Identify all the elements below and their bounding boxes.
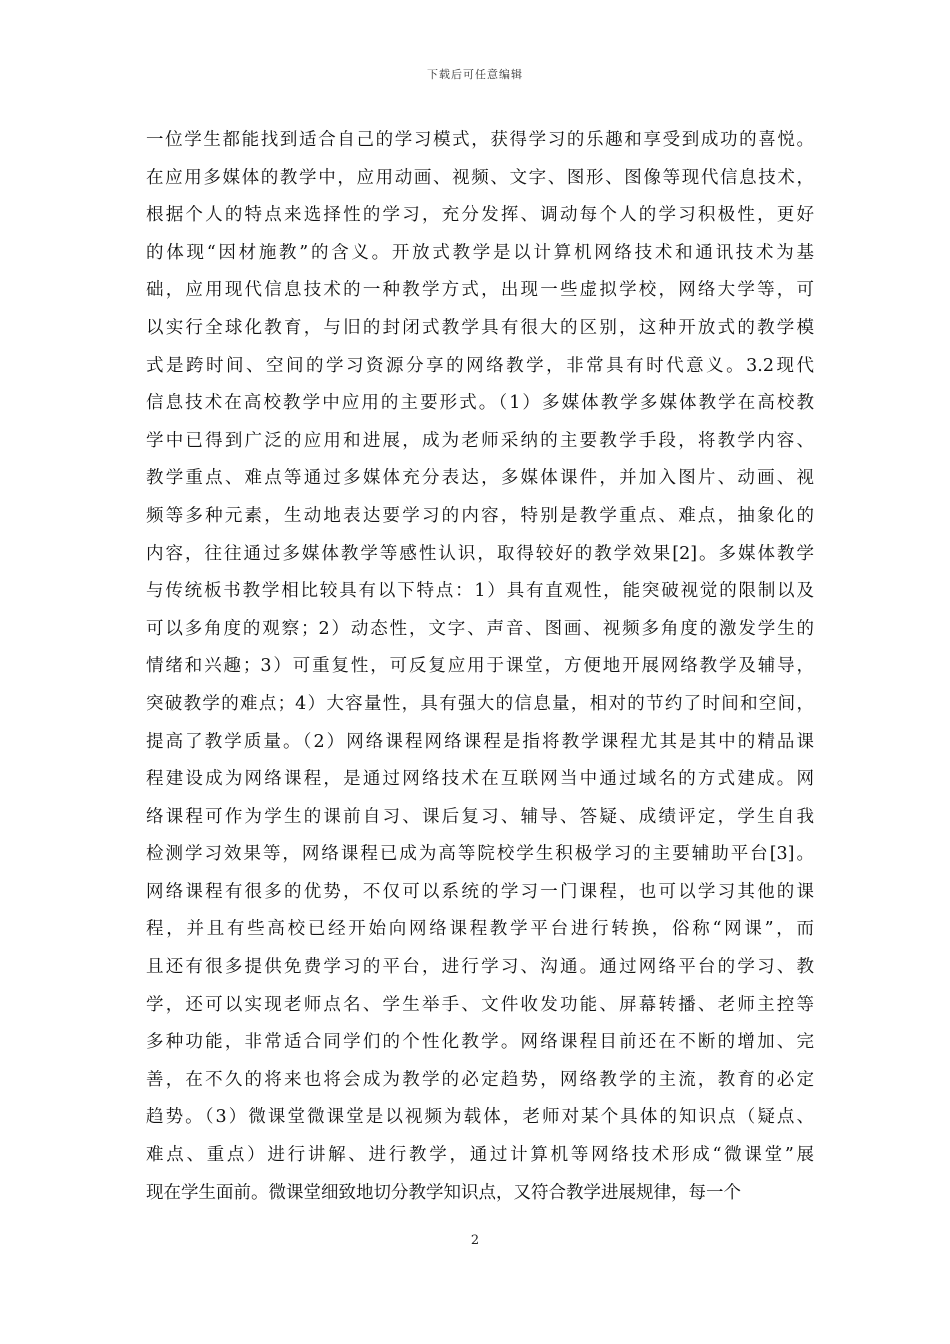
text-line: 难点、重点）进行讲解、进行教学，通过计算机等网络技术形成“微课堂”展 xyxy=(146,1145,814,1166)
page-header: 下载后可任意编辑 xyxy=(427,68,523,81)
text-line: 可以多角度的观察；2）动态性，文字、声音、图画、视频多角度的激发学生的 xyxy=(146,618,814,639)
text-line: 一位学生都能找到适合自己的学习模式，获得学习的乐趣和享受到成功的喜悦。 xyxy=(146,130,814,150)
text-line: 根据个人的特点来选择性的学习，充分发挥、调动每个人的学习积极性，更好 xyxy=(146,205,814,226)
text-line: 内容，往往通过多媒体教学等感性认识，取得较好的教学效果[2]。多媒体教学 xyxy=(146,543,814,564)
text-line: 现在学生面前。微课堂细致地切分教学知识点，又符合教学进展规律，每一个 xyxy=(146,1182,741,1203)
text-line: 教学重点、难点等通过多媒体充分表达，多媒体课件，并加入图片、动画、视 xyxy=(146,468,814,489)
text-line: 的体现“因材施教”的含义。开放式教学是以计算机网络技术和通讯技术为基 xyxy=(146,242,814,263)
text-line: 以实行全球化教育，与旧的封闭式教学具有很大的区别，这种开放式的教学模 xyxy=(146,317,814,338)
text-line: 检测学习效果等，网络课程已成为高等院校学生积极学习的主要辅助平台[3]。 xyxy=(146,844,814,865)
text-line: 络课程可作为学生的课前自习、课后复习、辅导、答疑、成绩评定，学生自我 xyxy=(146,806,814,827)
text-line: 趋势。（3）微课堂微课堂是以视频为载体，老师对某个具体的知识点（疑点、 xyxy=(146,1107,814,1128)
text-line: 式是跨时间、空间的学习资源分享的网络教学，非常具有时代意义。3.2现代 xyxy=(146,355,814,376)
text-line: 网络课程有很多的优势，不仅可以系统的学习一门课程，也可以学习其他的课 xyxy=(146,881,814,902)
text-line: 信息技术在高校教学中应用的主要形式。（1）多媒体教学多媒体教学在高校教 xyxy=(146,393,814,414)
text-line: 突破教学的难点；4）大容量性，具有强大的信息量，相对的节约了时间和空间， xyxy=(146,693,814,714)
text-line: 学中已得到广泛的应用和进展，成为老师采纳的主要教学手段，将教学内容、 xyxy=(146,430,814,451)
text-line: 提高了教学质量。（2）网络课程网络课程是指将教学课程尤其是其中的精品课 xyxy=(146,731,814,752)
text-line: 程建设成为网络课程，是通过网络技术在互联网当中通过域名的方式建成。网 xyxy=(146,769,814,790)
text-line: 频等多种元素，生动地表达要学习的内容，特别是教学重点、难点，抽象化的 xyxy=(146,505,814,526)
text-line: 善，在不久的将来也将会成为教学的必定趋势，网络教学的主流，教育的必定 xyxy=(146,1069,814,1090)
text-line: 程，并且有些高校已经开始向网络课程教学平台进行转换，俗称“网课”，而 xyxy=(146,919,814,940)
page-number: 2 xyxy=(470,1233,480,1248)
text-line: 情绪和兴趣；3）可重复性，可反复应用于课堂，方便地开展网络教学及辅导， xyxy=(146,656,814,677)
text-line: 础，应用现代信息技术的一种教学方式，出现一些虚拟学校，网络大学等，可 xyxy=(146,280,814,301)
text-line: 在应用多媒体的教学中，应用动画、视频、文字、图形、图像等现代信息技术， xyxy=(146,167,814,188)
text-line: 与传统板书教学相比较具有以下特点：1）具有直观性，能突破视觉的限制以及 xyxy=(146,581,814,602)
body-text xyxy=(146,122,814,1212)
text-line: 学，还可以实现老师点名、学生举手、文件收发功能、屏幕转播、老师主控等 xyxy=(146,994,814,1015)
text-line: 且还有很多提供免费学习的平台，进行学习、沟通。通过网络平台的学习、教 xyxy=(146,957,814,978)
text-line: 多种功能，非常适合同学们的个性化教学。网络课程目前还在不断的增加、完 xyxy=(146,1032,814,1053)
